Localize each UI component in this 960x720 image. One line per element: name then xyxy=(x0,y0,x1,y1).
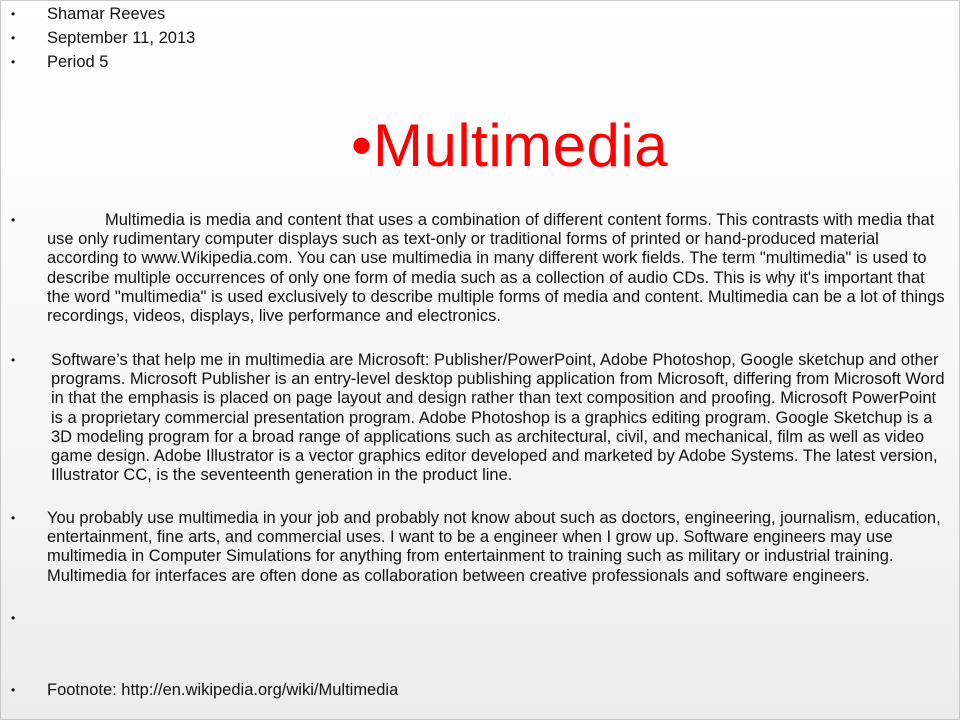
bullet-icon: • xyxy=(11,31,16,45)
paragraph-text xyxy=(47,211,951,326)
page-title: Multimedia xyxy=(373,112,669,179)
bullet-icon: • xyxy=(11,213,16,227)
slide-title xyxy=(1,111,959,187)
title-bullet-icon: • xyxy=(351,112,373,179)
paragraph-text: Software’s that help me in multimedia are Microsoft: Publisher/PowerPoint, Adobe Photoshop, Google sketchup and other programs. Microsoft Publisher is an entry-level desktop publishing application from Microsoft, differing from Microsoft Word in that the emphasis is placed on page layout and design rather than text composition and proofing. Microsoft PowerPoint is a proprietary commercial presentation program. Adobe Photoshop is a graphics editing program. Google Sketchup is a 3D modeling program for a broad range of applications such as architectural, civil, and mechanical, film as well as video game design. Adobe Illustrator is a vector graphics editor developed and marketed by Adobe Systems. The latest version, Illustrator CC, is the seventeenth generation in the product line. xyxy=(51,351,945,485)
bullet-icon: • xyxy=(11,7,16,21)
date-text: September 11, 2013 xyxy=(47,29,196,47)
paragraph-text: You probably use multimedia in your job and probably not know about such as doctors, engineering, journalism, education, entertainment, fine arts, and commercial uses. I want to be a engineer when I grow up. Software engineers may use multimedia in Computer Simulations for anything from entertainment to training such as military or industrial training. Multimedia for interfaces are often done as collaboration between creative professionals and software engineers. xyxy=(47,509,941,585)
period-text: Period 5 xyxy=(47,53,109,71)
footnote-text: Footnote: http://en.wikipedia.org/wiki/Multimedia xyxy=(47,681,399,699)
bullet-icon: • xyxy=(11,611,16,625)
paragraph-body: Multimedia is media and content that uses a combination of different content forms. This contrasts with media that use only rudimentary computer displays such as text-only or traditional forms of printed or hand-produced material according to www.Wikipedia.com. You can use multimedia in many different work fields. The term "multimedia" is used to describe multiple occurrences of only one form of media such as a collection of audio CDs. This is why it's important that the word "multimedia" is used exclusively to describe multiple forms of media and content. Multimedia can be a lot of things recordings, videos, displays, live performance and electronics. xyxy=(47,211,945,326)
bullet-icon: • xyxy=(11,511,16,525)
bullet-icon: • xyxy=(11,55,16,69)
bullet-icon: • xyxy=(11,353,16,367)
author-name: Shamar Reeves xyxy=(47,5,166,23)
bullet-icon: • xyxy=(11,683,16,697)
